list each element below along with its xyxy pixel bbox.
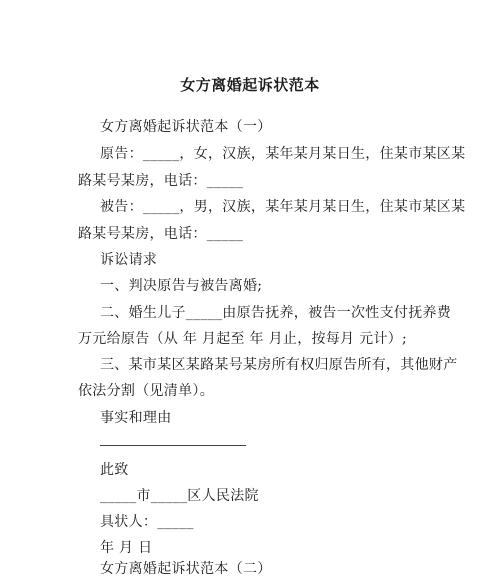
section-heading-template-one: 女方离婚起诉状范本（一）	[100, 119, 272, 135]
claim-2-line-1: 二、婚生儿子_____由原告抚养，被告一次性支付抚养费	[100, 305, 452, 321]
plaintiff-line-1: 原告：_____，女，汉族，某年某月某日生，住某市某区某	[100, 146, 466, 162]
plaintiff-line-2: 路某号某房，电话：_____	[78, 173, 244, 189]
claims-heading: 诉讼请求	[100, 252, 158, 268]
defendant-line-1: 被告：_____，男，汉族，某年某月某日生，住某市某区某	[100, 199, 466, 215]
document-title: 女方离婚起诉状范本	[180, 76, 320, 94]
claim-1: 一、判决原告与被告离婚;	[100, 278, 263, 294]
facts-blank-line	[100, 445, 246, 446]
salutation: 此致	[100, 462, 129, 478]
claim-3-line-2: 依法分割（见清单）。	[78, 383, 214, 399]
defendant-line-2: 路某号某房，电话：_____	[78, 226, 244, 242]
claim-2-line-2: 万元给原告（从 年 月起至 年 月止，按每月 元计）;	[78, 331, 408, 347]
date-line: 年 月 日	[100, 540, 153, 556]
signer-line: 具状人：_____	[100, 514, 194, 530]
facts-heading: 事实和理由	[100, 410, 172, 426]
claim-3-line-1: 三、某市某区某路某号某房所有权归原告所有，其他财产	[100, 357, 458, 373]
court-name: _____市_____区人民法院	[100, 488, 259, 504]
section-heading-template-two: 女方离婚起诉状范本（二）	[100, 561, 272, 577]
